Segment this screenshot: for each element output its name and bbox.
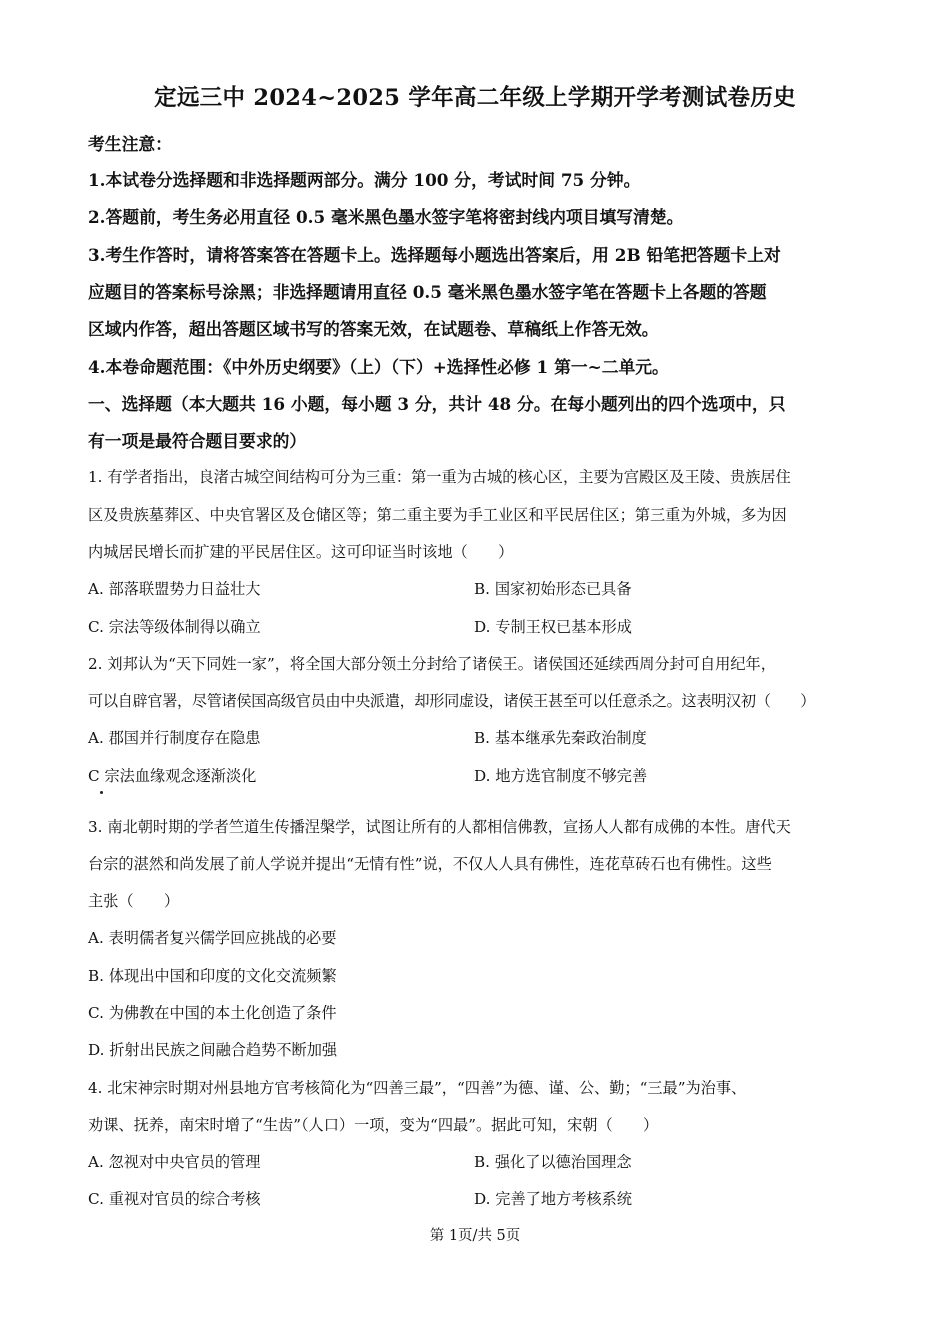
page-footer: 第 1页/共 5页 (429, 1228, 521, 1244)
question-4-option-d: D. 完善了地方考核系统 (474, 1190, 632, 1208)
notice-item: 应题目的答案标号涂黑；非选择题请用直径 0.5 毫米黑色墨水签字笔在答题卡上各题的答题 (88, 282, 767, 302)
question-1-text: 区及贵族墓葬区、中央官署区及仓储区等；第二重主要为手工业区和平民居住区；第三重为外城，多为因 (88, 506, 787, 524)
question-1-option-a: A. 部落联盟势力日益壮大 (88, 580, 261, 598)
question-4-option-b: B. 强化了以德治国理念 (474, 1153, 632, 1171)
section-heading: 有一项是最符合题目要求的） (88, 431, 307, 451)
stray-dot-mark (100, 791, 103, 794)
question-3-text: 主张（ ） (88, 892, 180, 910)
question-2-text: 可以自辟官署，尽管诸侯国高级官员由中央派遣，却形同虚设，诸侯王甚至可以任意杀之。这表明汉初（ ） (88, 692, 816, 710)
section-heading: 一、选择题（本大题共 16 小题，每小题 3 分，共计 48 分。在每小题列出的四个选项中，只 (88, 394, 786, 414)
question-4-option-a: A. 忽视对中央官员的管理 (88, 1153, 261, 1171)
question-2-option-b: B. 基本继承先秦政治制度 (474, 729, 647, 747)
question-3-text: 3. 南北朝时期的学者竺道生传播涅槃学，试图让所有的人都相信佛教，宣扬人人都有成佛的本性。唐代天 (88, 818, 791, 836)
question-1-option-b: B. 国家初始形态已具备 (474, 580, 632, 598)
question-2-option-d: D. 地方选官制度不够完善 (474, 767, 648, 785)
question-3-option-c: C. 为佛教在中国的本土化创造了条件 (88, 1004, 337, 1022)
question-1-option-c: C. 宗法等级体制得以确立 (88, 618, 261, 636)
question-1-text: 内城居民增长而扩建的平民居住区。这可印证当时该地（ ） (88, 543, 514, 561)
question-4-text: 劝课、抚养，南宋时增了“生齿”（人口）一项，变为“四最”。据此可知，宋朝（ ） (88, 1116, 659, 1134)
question-1-option-d: D. 专制王权已基本形成 (474, 618, 632, 636)
notice-item: 3.考生作答时，请将答案答在答题卡上。选择题每小题选出答案后，用 2B 铅笔把答题卡上对 (88, 245, 781, 265)
notice-item: 2.答题前，考生务必用直径 0.5 毫米黑色墨水签字笔将密封线内项目填写清楚。 (88, 207, 684, 227)
question-3-option-b: B. 体现出中国和印度的文化交流频繁 (88, 967, 337, 985)
notice-item: 1.本试卷分选择题和非选择题两部分。满分 100 分，考试时间 75 分钟。 (88, 170, 641, 190)
notice-item: 区域内作答，超出答题区域书写的答案无效，在试题卷、草稿纸上作答无效。 (88, 319, 659, 339)
notice-item: 4.本卷命题范围：《中外历史纲要》（上）（下）+选择性必修 1 第一~二单元。 (88, 357, 669, 377)
question-4-text: 4. 北宋神宗时期对州县地方官考核简化为“四善三最”，“四善”为德、谨、公、勤；“三最”为治事、 (88, 1079, 747, 1097)
question-1-text: 1. 有学者指出，良渚古城空间结构可分为三重：第一重为古城的核心区，主要为宫殿区及王陵、贵族居住 (88, 468, 791, 486)
question-2-text: 2. 刘邦认为“天下同姓一家”，将全国大部分领土分封给了诸侯王。诸侯国还延续西周分封可自用纪年， (88, 655, 776, 673)
question-4-option-c: C. 重视对官员的综合考核 (88, 1190, 261, 1208)
question-3-option-a: A. 表明儒者复兴儒学回应挑战的必要 (88, 929, 337, 947)
question-2-option-a: A. 郡国并行制度存在隐患 (88, 729, 261, 747)
page-title: 定远三中 2024~2025 学年高二年级上学期开学考测试卷历史 (154, 85, 796, 111)
question-3-option-d: D. 折射出民族之间融合趋势不断加强 (88, 1041, 338, 1059)
question-2-option-c: C 宗法血缘观念逐渐淡化 (88, 767, 257, 785)
notice-heading: 考生注意： (88, 134, 172, 154)
question-3-text: 台宗的湛然和尚发展了前人学说并提出“无情有性”说，不仅人人具有佛性，连花草砖石也有佛性。这些 (88, 855, 772, 873)
